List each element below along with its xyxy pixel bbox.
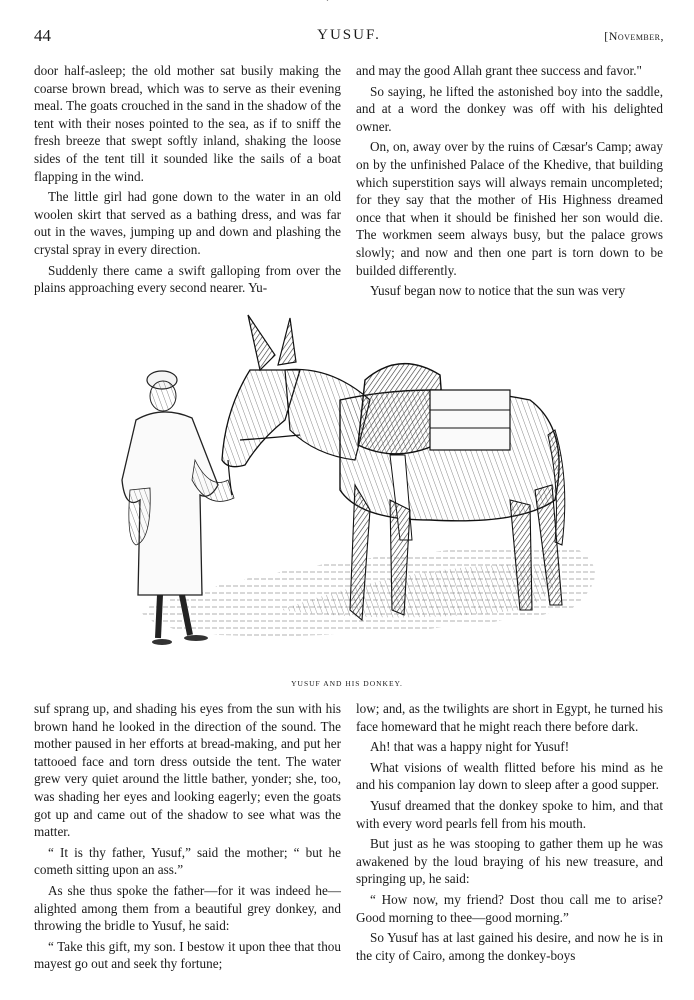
top-mark: ´ bbox=[326, 0, 330, 10]
column-bottom-left bbox=[34, 700, 341, 976]
paragraph: door half-asleep; the old mother sat busily making the coarse brown bread, which was to serve as their evening meal. The goats crouched in the sand in the shadow of the tent with their noses pointed to the sea, as if to sniff the fresh breeze that swept softly inland, shaking the loose sides of the tent till it sounded like the sails of a boat flapping in the wind. bbox=[34, 63, 341, 184]
column-top-right bbox=[356, 62, 663, 303]
paragraph: “ Take this gift, my son. I bestow it upon thee that thou mayest go out and seek thy fortune; bbox=[34, 938, 341, 972]
paragraph: suf sprang up, and shading his eyes from the sun with his brown hand he looked in the direction of the sound. The mother paused in her efforts at bread-making, and put her tattooed face and torn dress outside the tent. The water grew very quiet around the little bather, yonder; she, too, was shading her eyes and looking eagerly; even the goats got up and came out of the shadow to see what was the matter. bbox=[34, 701, 341, 840]
engraving-illustration bbox=[100, 310, 620, 670]
paragraph: But just as he was stooping to gather them up he was awakened by the loud braying of his new treasure, and springing up, he said: bbox=[356, 836, 663, 887]
paragraph: and may the good Allah grant thee success and favor." bbox=[356, 63, 642, 78]
paragraph: “ How now, my friend? Dost thou call me to arise? Good morning to thee—good morning.” bbox=[356, 891, 663, 925]
column-bottom-right bbox=[356, 700, 663, 967]
paragraph: What visions of wealth flitted before his mind as he and his companion lay down to sleep after a good supper. bbox=[356, 759, 663, 793]
paragraph: As she thus spoke the father—for it was indeed he—alighted among them from a beautiful grey donkey, and throwing the bridle to Yusuf, he said: bbox=[34, 882, 341, 934]
running-title: YUSUF. bbox=[317, 27, 381, 43]
paragraph: So Yusuf has at last gained his desire, and now he is in the city of Cairo, among the donkey-boys bbox=[356, 930, 663, 963]
figure-caption: YUSUF AND HIS DONKEY. bbox=[291, 679, 403, 688]
page-number: 44 bbox=[34, 26, 51, 45]
paragraph: low; and, as the twilights are short in Egypt, he turned his face homeward that he might reach there before dark. bbox=[356, 701, 663, 734]
paragraph: Suddenly there came a swift galloping from over the plains approaching every second nearer. Yu- bbox=[34, 262, 341, 296]
paragraph: Yusuf began now to notice that the sun was very bbox=[370, 283, 626, 299]
paragraph: The little girl had gone down to the water in an old woolen skirt that served as a bathing dress, and was far out in the waves, jumping up and down and plashing the crystal spray in every direction. bbox=[34, 189, 341, 257]
page-header bbox=[34, 26, 664, 48]
paragraph: So saying, he lifted the astonished boy into the saddle, and at a word the donkey was off with his delighted owner. bbox=[356, 83, 663, 134]
paragraph: On, on, away over by the ruins of Cæsar's Camp; away on by the unfinished Palace of the Khedive, that building which superstition says will always remain uncompleted; for they say that the mother of His Highness dreamed once that when it should be finished her son would die. The workmen seem always busy, but the palace grows slowly; and now and then one part is torn down to be builded differently. bbox=[356, 139, 663, 278]
column-top-left bbox=[34, 62, 341, 300]
paragraph: Yusuf dreamed that the donkey spoke to him, and that with every word pearls fell from his mouth. bbox=[356, 797, 663, 831]
running-month: [November, bbox=[604, 29, 664, 43]
paragraph: “ It is thy father, Yusuf,” said the mother; “ but he cometh sitting upon an ass.” bbox=[34, 844, 341, 878]
paragraph: Ah! that was a happy night for Yusuf! bbox=[370, 739, 570, 755]
